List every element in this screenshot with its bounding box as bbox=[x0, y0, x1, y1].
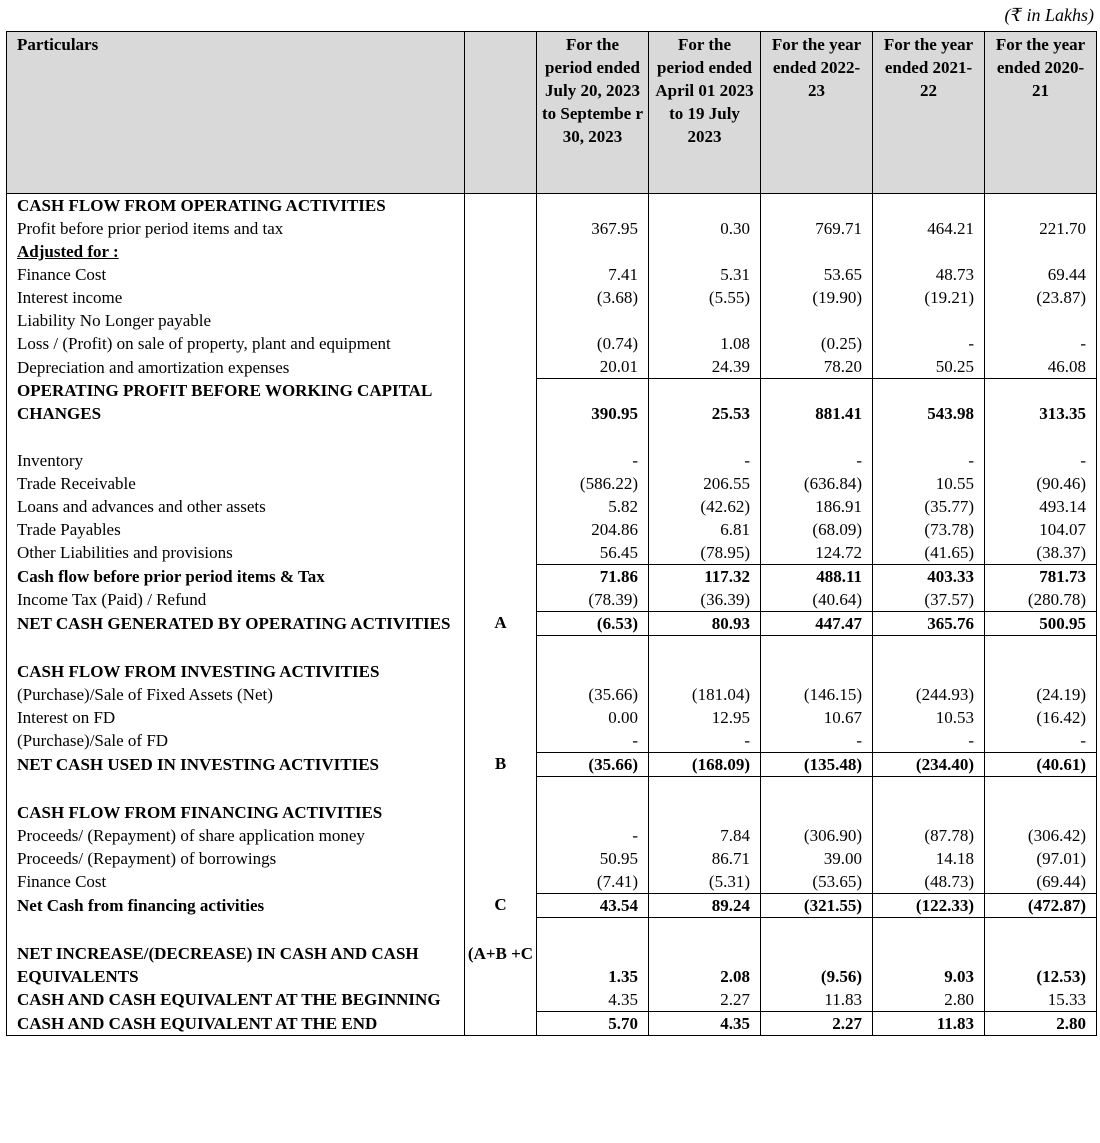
table-row bbox=[7, 847, 1097, 870]
row-note bbox=[465, 495, 537, 518]
table-row bbox=[7, 425, 1097, 449]
row-note: B bbox=[465, 752, 537, 776]
table-row bbox=[7, 355, 1097, 379]
row-note bbox=[465, 683, 537, 706]
row-value: (40.61) bbox=[985, 752, 1097, 776]
row-note bbox=[465, 309, 537, 332]
row-value: 6.81 bbox=[649, 518, 761, 541]
row-label bbox=[7, 776, 465, 801]
row-value: 493.14 bbox=[985, 495, 1097, 518]
row-value bbox=[649, 801, 761, 824]
row-note bbox=[465, 379, 537, 425]
row-value bbox=[761, 801, 873, 824]
row-label: Interest income bbox=[7, 286, 465, 309]
row-label: CASH AND CASH EQUIVALENT AT THE BEGINNING bbox=[7, 988, 465, 1012]
row-value bbox=[873, 660, 985, 683]
row-note bbox=[465, 729, 537, 753]
row-value: - bbox=[873, 449, 985, 472]
row-value: (280.78) bbox=[985, 588, 1097, 612]
row-label: Depreciation and amortization expenses bbox=[7, 355, 465, 379]
row-value bbox=[873, 917, 985, 942]
row-value: 2.80 bbox=[873, 988, 985, 1012]
row-value: 43.54 bbox=[537, 893, 649, 917]
row-value: (53.65) bbox=[761, 870, 873, 894]
row-value bbox=[537, 635, 649, 660]
row-value: 89.24 bbox=[649, 893, 761, 917]
table-row bbox=[7, 660, 1097, 683]
row-value bbox=[761, 917, 873, 942]
row-value: 117.32 bbox=[649, 564, 761, 588]
header-particulars: Particulars bbox=[7, 32, 465, 194]
table-row bbox=[7, 683, 1097, 706]
row-note bbox=[465, 541, 537, 565]
row-value: (6.53) bbox=[537, 611, 649, 635]
row-value: - bbox=[985, 449, 1097, 472]
row-value: (12.53) bbox=[985, 942, 1097, 988]
row-value: 25.53 bbox=[649, 379, 761, 425]
row-note bbox=[465, 217, 537, 240]
row-label: Proceeds/ (Repayment) of share application money bbox=[7, 824, 465, 847]
row-value: 56.45 bbox=[537, 541, 649, 565]
row-value bbox=[985, 917, 1097, 942]
row-value: 313.35 bbox=[985, 379, 1097, 425]
row-value bbox=[761, 660, 873, 683]
row-value: 46.08 bbox=[985, 355, 1097, 379]
row-value: 500.95 bbox=[985, 611, 1097, 635]
row-value: - bbox=[985, 332, 1097, 355]
row-label bbox=[7, 917, 465, 942]
row-value: 12.95 bbox=[649, 706, 761, 729]
row-value bbox=[537, 425, 649, 449]
row-value: - bbox=[985, 729, 1097, 753]
row-label: Liability No Longer payable bbox=[7, 309, 465, 332]
table-row bbox=[7, 240, 1097, 263]
row-value: (122.33) bbox=[873, 893, 985, 917]
row-note bbox=[465, 286, 537, 309]
row-value bbox=[649, 309, 761, 332]
row-value: 15.33 bbox=[985, 988, 1097, 1012]
row-value: (40.64) bbox=[761, 588, 873, 612]
row-value: (16.42) bbox=[985, 706, 1097, 729]
row-value: (38.37) bbox=[985, 541, 1097, 565]
row-value: (78.39) bbox=[537, 588, 649, 612]
row-value: (321.55) bbox=[761, 893, 873, 917]
row-note bbox=[465, 824, 537, 847]
row-value bbox=[873, 776, 985, 801]
row-note bbox=[465, 776, 537, 801]
table-row bbox=[7, 752, 1097, 776]
row-label: (Purchase)/Sale of FD bbox=[7, 729, 465, 753]
row-label: Loans and advances and other assets bbox=[7, 495, 465, 518]
row-value bbox=[761, 194, 873, 218]
row-value: (0.25) bbox=[761, 332, 873, 355]
header-year-2020-21: For the year ended 2020-21 bbox=[985, 32, 1097, 194]
row-value: 124.72 bbox=[761, 541, 873, 565]
row-label: NET CASH USED IN INVESTING ACTIVITIES bbox=[7, 752, 465, 776]
row-value: 1.35 bbox=[537, 942, 649, 988]
row-label: Inventory bbox=[7, 449, 465, 472]
row-value: (244.93) bbox=[873, 683, 985, 706]
row-value bbox=[537, 776, 649, 801]
row-label: NET INCREASE/(DECREASE) IN CASH AND CASH EQUIVALENTS bbox=[7, 942, 465, 988]
row-value: 781.73 bbox=[985, 564, 1097, 588]
row-value: - bbox=[537, 824, 649, 847]
row-label: Finance Cost bbox=[7, 263, 465, 286]
row-value: 2.08 bbox=[649, 942, 761, 988]
row-value: 9.03 bbox=[873, 942, 985, 988]
row-value bbox=[985, 776, 1097, 801]
row-value bbox=[761, 240, 873, 263]
table-row bbox=[7, 518, 1097, 541]
row-note bbox=[465, 425, 537, 449]
table-row bbox=[7, 988, 1097, 1012]
row-value: (97.01) bbox=[985, 847, 1097, 870]
row-value: 86.71 bbox=[649, 847, 761, 870]
row-value: (9.56) bbox=[761, 942, 873, 988]
row-value: 769.71 bbox=[761, 217, 873, 240]
table-row bbox=[7, 449, 1097, 472]
row-value: 2.80 bbox=[985, 1011, 1097, 1035]
row-value: (5.55) bbox=[649, 286, 761, 309]
row-value: 5.82 bbox=[537, 495, 649, 518]
row-label: Proceeds/ (Repayment) of borrowings bbox=[7, 847, 465, 870]
row-label: Income Tax (Paid) / Refund bbox=[7, 588, 465, 612]
row-value: 50.95 bbox=[537, 847, 649, 870]
row-value: 1.08 bbox=[649, 332, 761, 355]
row-value bbox=[649, 917, 761, 942]
row-value bbox=[649, 194, 761, 218]
row-value: 881.41 bbox=[761, 379, 873, 425]
header-note bbox=[465, 32, 537, 194]
table-row bbox=[7, 706, 1097, 729]
row-value: (234.40) bbox=[873, 752, 985, 776]
row-value bbox=[761, 635, 873, 660]
row-value: (168.09) bbox=[649, 752, 761, 776]
row-value: (472.87) bbox=[985, 893, 1097, 917]
table-row bbox=[7, 942, 1097, 988]
row-value bbox=[873, 194, 985, 218]
row-value: - bbox=[761, 449, 873, 472]
row-value: (35.66) bbox=[537, 683, 649, 706]
row-value: (35.66) bbox=[537, 752, 649, 776]
row-value: 53.65 bbox=[761, 263, 873, 286]
row-note bbox=[465, 588, 537, 612]
table-row bbox=[7, 541, 1097, 565]
row-value: 5.70 bbox=[537, 1011, 649, 1035]
table-body bbox=[7, 194, 1097, 1036]
table-row bbox=[7, 332, 1097, 355]
row-value: (23.87) bbox=[985, 286, 1097, 309]
row-label: NET CASH GENERATED BY OPERATING ACTIVITIES bbox=[7, 611, 465, 635]
row-note bbox=[465, 240, 537, 263]
row-label bbox=[7, 425, 465, 449]
row-value: 10.53 bbox=[873, 706, 985, 729]
header-year-2022-23: For the year ended 2022-23 bbox=[761, 32, 873, 194]
row-value: 80.93 bbox=[649, 611, 761, 635]
row-value: 48.73 bbox=[873, 263, 985, 286]
row-label: Cash flow before prior period items & Tax bbox=[7, 564, 465, 588]
row-value bbox=[649, 776, 761, 801]
table-row bbox=[7, 893, 1097, 917]
row-value bbox=[873, 635, 985, 660]
row-value: (135.48) bbox=[761, 752, 873, 776]
row-value bbox=[649, 635, 761, 660]
row-label: Loss / (Profit) on sale of property, plant and equipment bbox=[7, 332, 465, 355]
row-value bbox=[761, 776, 873, 801]
row-value: - bbox=[649, 449, 761, 472]
row-label: Adjusted for : bbox=[7, 240, 465, 263]
header-period-apr-jul-2023: For the period ended April 01 2023 to 19 July 2023 bbox=[649, 32, 761, 194]
table-header-row bbox=[7, 32, 1097, 194]
row-value bbox=[649, 425, 761, 449]
table-row bbox=[7, 1011, 1097, 1035]
row-value: (181.04) bbox=[649, 683, 761, 706]
row-label: OPERATING PROFIT BEFORE WORKING CAPITAL CHANGES bbox=[7, 379, 465, 425]
row-value: 543.98 bbox=[873, 379, 985, 425]
table-row bbox=[7, 194, 1097, 218]
row-note bbox=[465, 660, 537, 683]
row-value: 0.00 bbox=[537, 706, 649, 729]
row-note bbox=[465, 635, 537, 660]
row-value bbox=[537, 801, 649, 824]
table-row bbox=[7, 286, 1097, 309]
row-value: 24.39 bbox=[649, 355, 761, 379]
row-value: 14.18 bbox=[873, 847, 985, 870]
row-value: 78.20 bbox=[761, 355, 873, 379]
row-note bbox=[465, 355, 537, 379]
row-note bbox=[465, 449, 537, 472]
row-value bbox=[649, 660, 761, 683]
table-row bbox=[7, 379, 1097, 425]
table-row bbox=[7, 824, 1097, 847]
row-value: 7.84 bbox=[649, 824, 761, 847]
row-value bbox=[649, 240, 761, 263]
row-value: 403.33 bbox=[873, 564, 985, 588]
row-note bbox=[465, 518, 537, 541]
row-value: 10.67 bbox=[761, 706, 873, 729]
row-value bbox=[985, 660, 1097, 683]
row-note bbox=[465, 847, 537, 870]
header-year-2021-22: For the year ended 2021-22 bbox=[873, 32, 985, 194]
row-label: Net Cash from financing activities bbox=[7, 893, 465, 917]
row-value: 221.70 bbox=[985, 217, 1097, 240]
row-value: 0.30 bbox=[649, 217, 761, 240]
row-value: 4.35 bbox=[649, 1011, 761, 1035]
row-value: 20.01 bbox=[537, 355, 649, 379]
row-value: 2.27 bbox=[649, 988, 761, 1012]
row-value: (68.09) bbox=[761, 518, 873, 541]
row-value: (90.46) bbox=[985, 472, 1097, 495]
row-value: (48.73) bbox=[873, 870, 985, 894]
row-value: (69.44) bbox=[985, 870, 1097, 894]
row-value: - bbox=[537, 729, 649, 753]
row-label: Trade Payables bbox=[7, 518, 465, 541]
row-label: Trade Receivable bbox=[7, 472, 465, 495]
row-note: C bbox=[465, 893, 537, 917]
row-value: 488.11 bbox=[761, 564, 873, 588]
row-value bbox=[537, 917, 649, 942]
table-row bbox=[7, 588, 1097, 612]
row-value bbox=[873, 240, 985, 263]
row-value: (42.62) bbox=[649, 495, 761, 518]
row-value bbox=[537, 309, 649, 332]
row-value: (19.21) bbox=[873, 286, 985, 309]
row-value: (5.31) bbox=[649, 870, 761, 894]
row-value: (636.84) bbox=[761, 472, 873, 495]
row-value bbox=[537, 194, 649, 218]
row-value: (24.19) bbox=[985, 683, 1097, 706]
table-row bbox=[7, 635, 1097, 660]
row-value bbox=[985, 240, 1097, 263]
row-value: 69.44 bbox=[985, 263, 1097, 286]
row-value bbox=[985, 635, 1097, 660]
row-value bbox=[985, 425, 1097, 449]
row-value: 186.91 bbox=[761, 495, 873, 518]
row-note bbox=[465, 870, 537, 894]
row-value bbox=[537, 240, 649, 263]
row-value bbox=[761, 309, 873, 332]
row-value: 464.21 bbox=[873, 217, 985, 240]
row-note bbox=[465, 263, 537, 286]
row-value: 204.86 bbox=[537, 518, 649, 541]
row-value: (306.90) bbox=[761, 824, 873, 847]
row-value: 206.55 bbox=[649, 472, 761, 495]
row-value: (37.57) bbox=[873, 588, 985, 612]
cash-flow-table bbox=[6, 31, 1097, 1036]
row-value: 39.00 bbox=[761, 847, 873, 870]
row-note bbox=[465, 801, 537, 824]
row-value: (3.68) bbox=[537, 286, 649, 309]
row-value: (35.77) bbox=[873, 495, 985, 518]
row-note bbox=[465, 706, 537, 729]
row-value: 11.83 bbox=[761, 988, 873, 1012]
row-label: (Purchase)/Sale of Fixed Assets (Net) bbox=[7, 683, 465, 706]
row-value: 367.95 bbox=[537, 217, 649, 240]
table-row bbox=[7, 495, 1097, 518]
row-label: Profit before prior period items and tax bbox=[7, 217, 465, 240]
row-value: (146.15) bbox=[761, 683, 873, 706]
row-value: 7.41 bbox=[537, 263, 649, 286]
row-note bbox=[465, 1011, 537, 1035]
row-value: (73.78) bbox=[873, 518, 985, 541]
row-value: (306.42) bbox=[985, 824, 1097, 847]
row-note bbox=[465, 564, 537, 588]
unit-note: (₹ in Lakhs) bbox=[1004, 5, 1094, 25]
row-value: - bbox=[873, 332, 985, 355]
header-period-jul-sep-2023: For the period ended July 20, 2023 to Septembe r 30, 2023 bbox=[537, 32, 649, 194]
row-value bbox=[985, 194, 1097, 218]
row-value bbox=[873, 309, 985, 332]
table-row bbox=[7, 729, 1097, 753]
row-value: (41.65) bbox=[873, 541, 985, 565]
row-value: (586.22) bbox=[537, 472, 649, 495]
row-label bbox=[7, 635, 465, 660]
row-value: - bbox=[537, 449, 649, 472]
row-value: 11.83 bbox=[873, 1011, 985, 1035]
row-note bbox=[465, 194, 537, 218]
table-row bbox=[7, 217, 1097, 240]
table-row bbox=[7, 917, 1097, 942]
row-value: (0.74) bbox=[537, 332, 649, 355]
row-label: CASH FLOW FROM OPERATING ACTIVITIES bbox=[7, 194, 465, 218]
row-note: A bbox=[465, 611, 537, 635]
row-value: - bbox=[761, 729, 873, 753]
row-label: CASH FLOW FROM FINANCING ACTIVITIES bbox=[7, 801, 465, 824]
row-value bbox=[873, 425, 985, 449]
row-value: 447.47 bbox=[761, 611, 873, 635]
row-value: 390.95 bbox=[537, 379, 649, 425]
row-value: 365.76 bbox=[873, 611, 985, 635]
row-note bbox=[465, 332, 537, 355]
row-value: 4.35 bbox=[537, 988, 649, 1012]
table-row bbox=[7, 870, 1097, 894]
row-value: (78.95) bbox=[649, 541, 761, 565]
row-label: CASH FLOW FROM INVESTING ACTIVITIES bbox=[7, 660, 465, 683]
row-value bbox=[873, 801, 985, 824]
row-value: (7.41) bbox=[537, 870, 649, 894]
row-value: 2.27 bbox=[761, 1011, 873, 1035]
row-label: Interest on FD bbox=[7, 706, 465, 729]
table-row bbox=[7, 309, 1097, 332]
row-value: - bbox=[873, 729, 985, 753]
row-value: - bbox=[649, 729, 761, 753]
table-row bbox=[7, 564, 1097, 588]
table-row bbox=[7, 472, 1097, 495]
table-row bbox=[7, 776, 1097, 801]
row-note: (A+B +C bbox=[465, 942, 537, 988]
row-value: 71.86 bbox=[537, 564, 649, 588]
row-label: CASH AND CASH EQUIVALENT AT THE END bbox=[7, 1011, 465, 1035]
row-value: 104.07 bbox=[985, 518, 1097, 541]
row-value bbox=[985, 801, 1097, 824]
row-label: Finance Cost bbox=[7, 870, 465, 894]
row-value: 10.55 bbox=[873, 472, 985, 495]
row-value: (87.78) bbox=[873, 824, 985, 847]
row-value bbox=[537, 660, 649, 683]
row-value: (19.90) bbox=[761, 286, 873, 309]
row-label: Other Liabilities and provisions bbox=[7, 541, 465, 565]
row-note bbox=[465, 988, 537, 1012]
row-value: 5.31 bbox=[649, 263, 761, 286]
table-row bbox=[7, 801, 1097, 824]
table-row bbox=[7, 263, 1097, 286]
row-value: (36.39) bbox=[649, 588, 761, 612]
row-value bbox=[761, 425, 873, 449]
row-value: 50.25 bbox=[873, 355, 985, 379]
table-row bbox=[7, 611, 1097, 635]
row-note bbox=[465, 472, 537, 495]
row-value bbox=[985, 309, 1097, 332]
row-note bbox=[465, 917, 537, 942]
